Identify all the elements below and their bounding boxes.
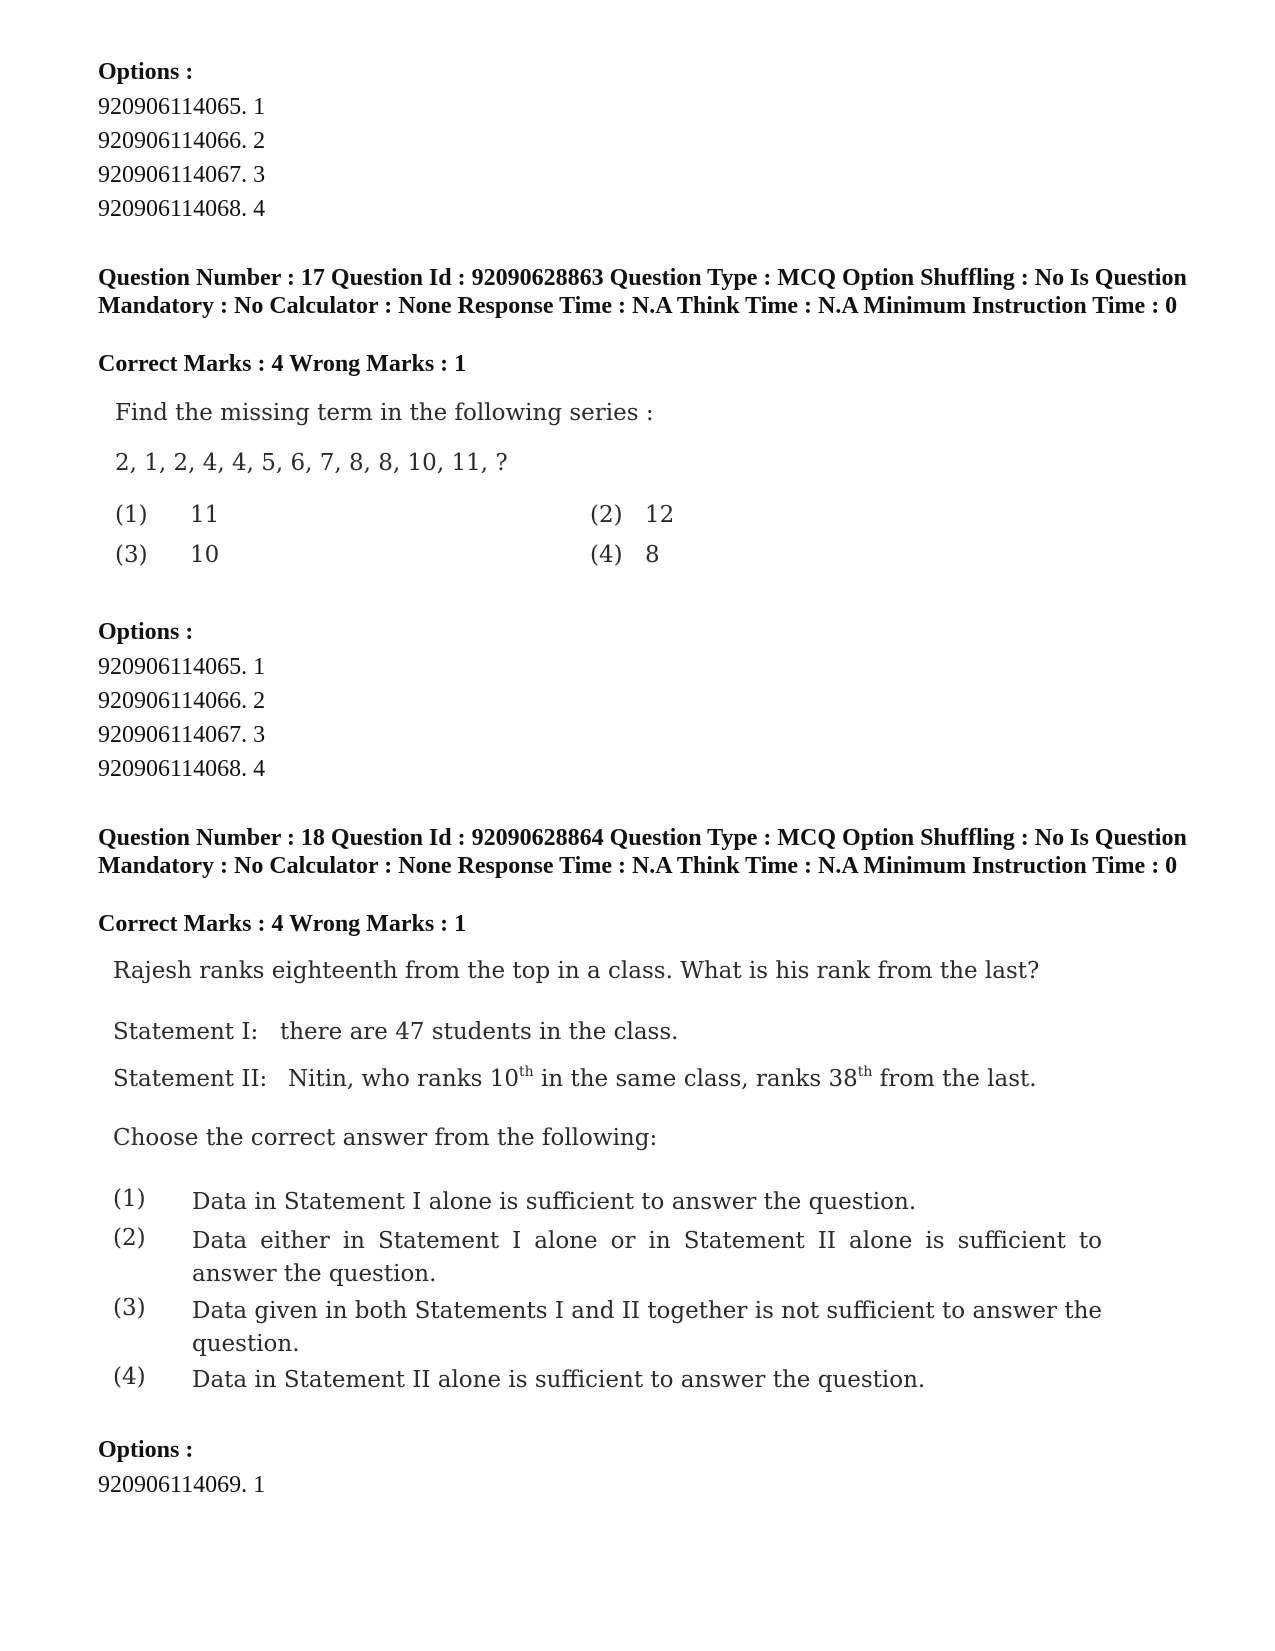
options-label: Options :: [98, 1437, 194, 1463]
option-line: 920906114068. 4: [98, 196, 266, 222]
option-line: 920906114067. 3: [98, 162, 266, 188]
q17-choice-value: 11: [190, 502, 220, 528]
option-line: 920906114066. 2: [98, 128, 266, 154]
q17-choice-value: 10: [190, 542, 220, 568]
q17-marks: Correct Marks : 4 Wrong Marks : 1: [98, 351, 467, 377]
option-line: 920906114067. 3: [98, 722, 266, 748]
option-line: 920906114069. 1: [98, 1472, 266, 1498]
q18-choice-number: (4): [113, 1364, 146, 1390]
q18-statement2-label: Statement II:: [113, 1066, 268, 1092]
ordinal-suffix: th: [519, 1064, 534, 1080]
q17-series: 2, 1, 2, 4, 4, 5, 6, 7, 8, 8, 10, 11, ?: [115, 450, 508, 476]
q18-choice-number: (2): [113, 1225, 146, 1251]
option-line: 920906114065. 1: [98, 94, 266, 120]
options-label: Options :: [98, 619, 194, 645]
q18-statement2-part: in the same class, ranks 38: [533, 1066, 858, 1092]
q17-choice-number: (3): [115, 542, 148, 568]
q17-choice-number: (2): [590, 502, 623, 528]
q18-statement2-part: Nitin, who ranks 10: [288, 1066, 520, 1092]
options-label: Options :: [98, 59, 194, 85]
q17-options-block: [98, 618, 265, 786]
q17-choice-value: 8: [645, 542, 660, 568]
q17-choice-number: (1): [115, 502, 148, 528]
option-line: 920906114068. 4: [98, 756, 266, 782]
q18-choice-text: Data either in Statement I alone or in Statement II alone is sufficient to answer the question.: [192, 1228, 1102, 1287]
option-line: 920906114066. 2: [98, 688, 266, 714]
q18-meta: Question Number : 18 Question Id : 92090628864 Question Type : MCQ Option Shuffling : No Is Question Mandatory : No Calculator : None Response Time : N.A Think Time : N.A Minimum Instruction Time : 0: [98, 825, 1187, 879]
option-line: 920906114065. 1: [98, 654, 266, 680]
q18-choice-number: (1): [113, 1186, 146, 1212]
q18-statement1-label: Statement I:: [113, 1019, 259, 1045]
q17-choice-number: (4): [590, 542, 623, 568]
q18-prompt: Rajesh ranks eighteenth from the top in a class. What is his rank from the last?: [113, 958, 1040, 984]
q18-options-block: [98, 1436, 265, 1502]
q18-choice-number: (3): [113, 1295, 146, 1321]
q17-prompt: Find the missing term in the following series :: [115, 400, 654, 426]
q18-statement2-text: [288, 1066, 1037, 1092]
q18-marks: Correct Marks : 4 Wrong Marks : 1: [98, 911, 467, 937]
q18-statement1-text: there are 47 students in the class.: [280, 1019, 679, 1045]
q17-meta: Question Number : 17 Question Id : 92090628863 Question Type : MCQ Option Shuffling : No Is Question Mandatory : No Calculator : None Response Time : N.A Think Time : N.A Minimum Instruction Time : 0: [98, 265, 1187, 319]
q18-choice-text: Data given in both Statements I and II together is not sufficient to answer the question.: [192, 1298, 1102, 1357]
options-block-top: [98, 58, 265, 226]
q17-choice-value: 12: [645, 502, 675, 528]
q18-choice-text: Data in Statement I alone is sufficient to answer the question.: [192, 1189, 917, 1215]
ordinal-suffix: th: [857, 1064, 873, 1080]
q18-choice-text: Data in Statement II alone is sufficient to answer the question.: [192, 1367, 926, 1393]
q18-choose-instruction: Choose the correct answer from the following:: [113, 1125, 658, 1151]
q18-statement2-part: from the last.: [872, 1066, 1037, 1092]
